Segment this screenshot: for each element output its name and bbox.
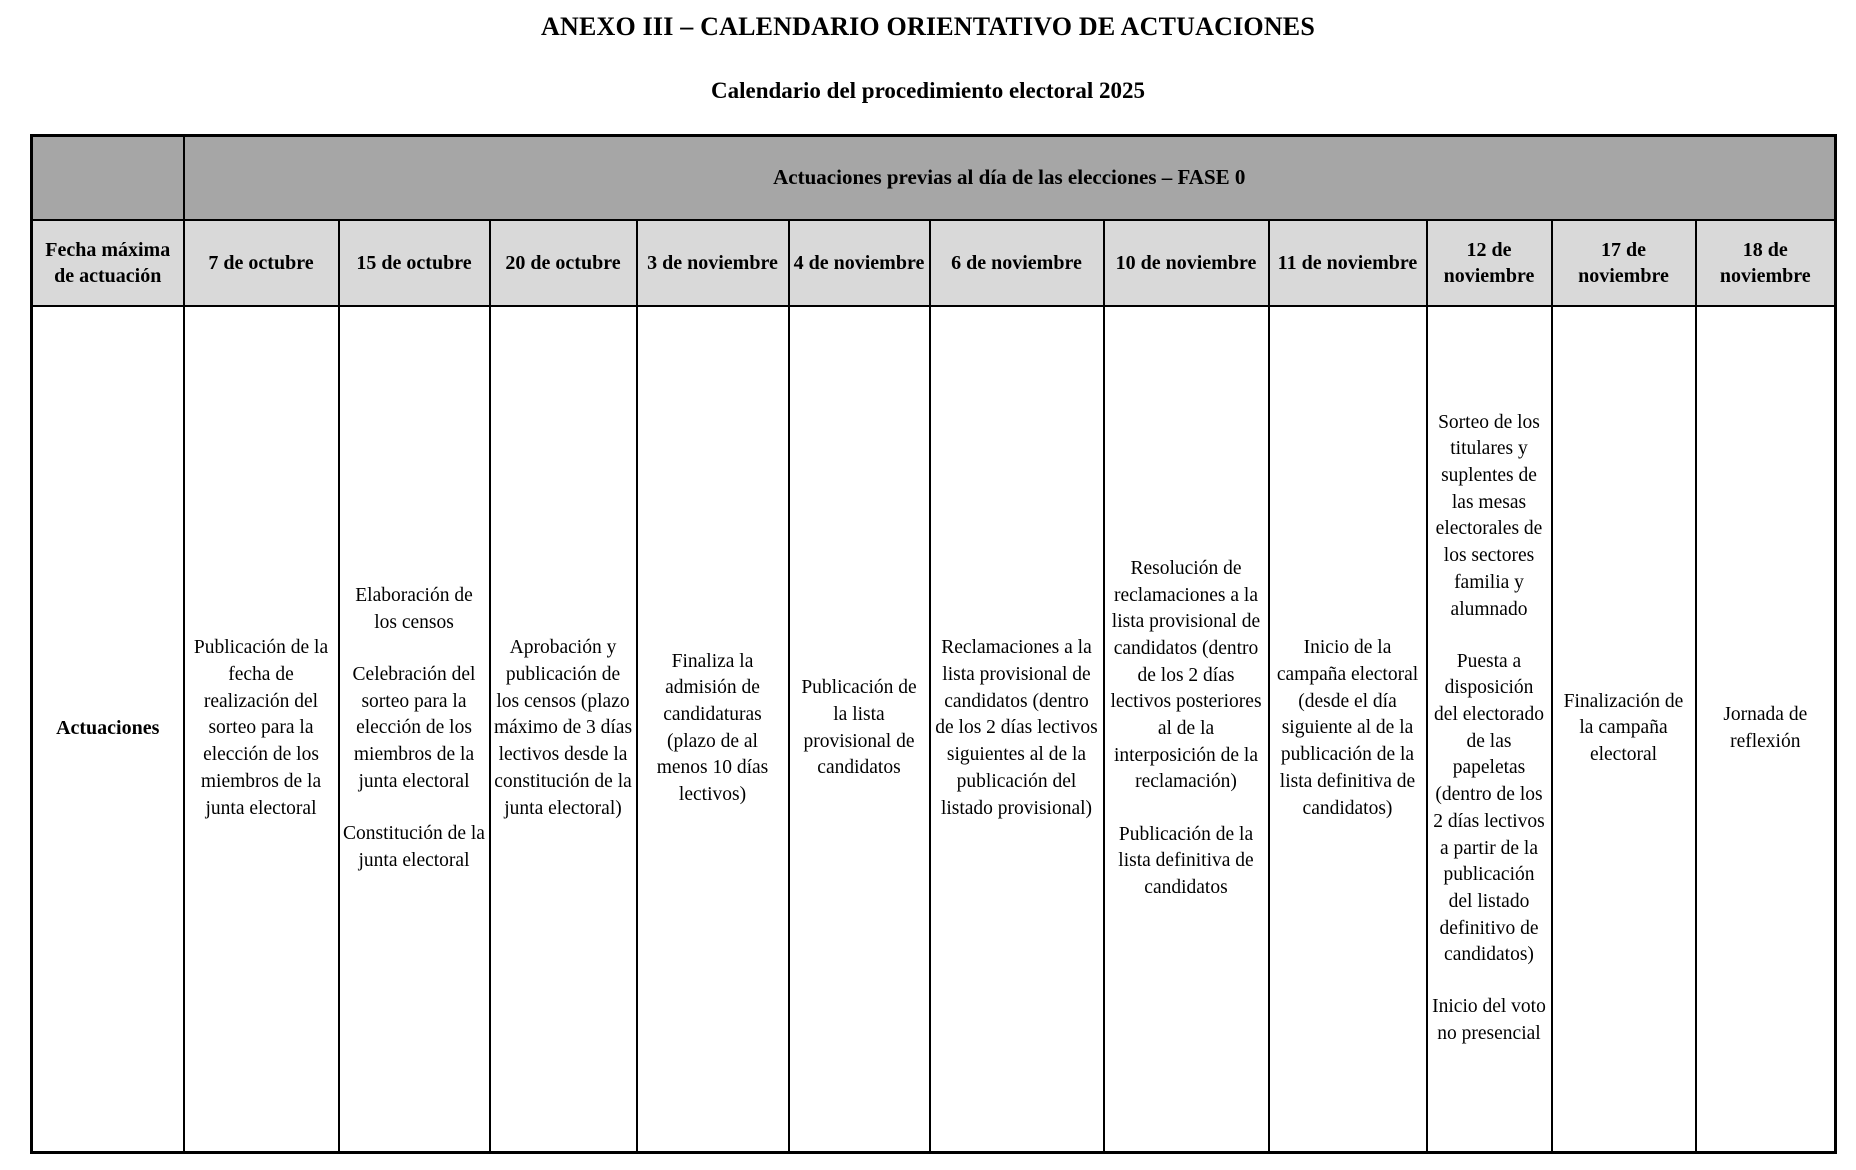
actions-row xyxy=(32,306,1836,1153)
action-text: Celebración del sorteo para la elección de los miembros de la junta electoral xyxy=(352,663,476,792)
corner-blank-cell xyxy=(32,136,184,220)
action-text: Inicio de la campaña electoral (desde el día siguiente al de la publicación de la lista definitiva de candidatos) xyxy=(1276,637,1419,819)
action-text: Resolución de reclamaciones a la lista provisional de candidatos (dentro de los 2 días lectivos posteriores al de la interposición de la reclamación) xyxy=(1110,557,1262,793)
action-text: Puesta a disposición del electorado de las papeletas (dentro de los 2 días lectivos a partir de la publicación del listado definitivo de candidatos) xyxy=(1433,650,1545,966)
column-header-15-octubre: 15 de octubre xyxy=(339,220,490,306)
action-text: Publicación de la lista definitiva de candidatos xyxy=(1118,823,1254,898)
actions-cell-17-noviembre xyxy=(1552,306,1696,1153)
action-text: Finaliza la admisión de candidaturas (plazo de al menos 10 días lectivos) xyxy=(656,650,769,806)
actions-cell-20-octubre xyxy=(490,306,637,1153)
action-text: Publicación de la lista provisional de candidatos xyxy=(801,677,917,779)
action-text: Publicación de la fecha de realización del sorteo para la elección de los miembros de la junta electoral xyxy=(193,637,329,819)
column-header-3-noviembre: 3 de noviembre xyxy=(637,220,789,306)
column-header-12-noviembre: 12 de noviembre xyxy=(1427,220,1552,306)
phase-header-row xyxy=(32,136,1836,220)
action-text: Constitución de la junta electoral xyxy=(343,822,485,871)
actions-cell-12-noviembre xyxy=(1427,306,1552,1153)
actions-cell-18-noviembre xyxy=(1696,306,1836,1153)
column-header-11-noviembre: 11 de noviembre xyxy=(1269,220,1427,306)
date-header-row xyxy=(32,220,1836,306)
action-text: Reclamaciones a la lista provisional de candidatos (dentro de los 2 días lectivos siguientes al de la publicación del listado provisional) xyxy=(935,637,1098,819)
action-text: Sorteo de los titulares y suplentes de las mesas electorales de los sectores familia y alumnado xyxy=(1435,411,1543,620)
column-header-6-noviembre: 6 de noviembre xyxy=(930,220,1104,306)
actions-cell-10-noviembre xyxy=(1104,306,1269,1153)
actions-cell-11-noviembre xyxy=(1269,306,1427,1153)
column-header-18-noviembre: 18 de noviembre xyxy=(1696,220,1836,306)
column-header-20-octubre: 20 de octubre xyxy=(490,220,637,306)
electoral-calendar-table xyxy=(30,134,1837,1154)
actions-cell-7-octubre xyxy=(184,306,339,1153)
action-text: Elaboración de los censos xyxy=(355,585,473,633)
document-page xyxy=(0,12,1856,1154)
column-header-17-noviembre: 17 de noviembre xyxy=(1552,220,1696,306)
document-title: ANEXO III – CALENDARIO ORIENTATIVO DE ACTUACIONES xyxy=(541,12,1315,41)
column-header-fecha-maxima: Fecha máxima de actuación xyxy=(32,220,184,306)
action-text: Finalización de la campaña electoral xyxy=(1563,690,1684,766)
column-header-4-noviembre: 4 de noviembre xyxy=(789,220,930,306)
column-header-10-noviembre: 10 de noviembre xyxy=(1104,220,1269,306)
action-text: Jornada de reflexión xyxy=(1723,704,1808,752)
actions-cell-3-noviembre xyxy=(637,306,789,1153)
action-text: Inicio del voto no presencial xyxy=(1432,996,1546,1045)
phase-title-cell: Actuaciones previas al día de las elecciones – FASE 0 xyxy=(184,136,1836,220)
actions-cell-4-noviembre xyxy=(789,306,930,1153)
action-text: Aprobación y publicación de los censos (plazo máximo de 3 días lectivos desde la constitución de la junta electoral) xyxy=(493,637,633,819)
actions-cell-15-octubre xyxy=(339,306,490,1153)
column-header-7-octubre: 7 de octubre xyxy=(184,220,339,306)
actions-cell-6-noviembre xyxy=(930,306,1104,1153)
document-subtitle: Calendario del procedimiento electoral 2025 xyxy=(711,78,1145,103)
row-label-actuaciones: Actuaciones xyxy=(32,306,184,1153)
